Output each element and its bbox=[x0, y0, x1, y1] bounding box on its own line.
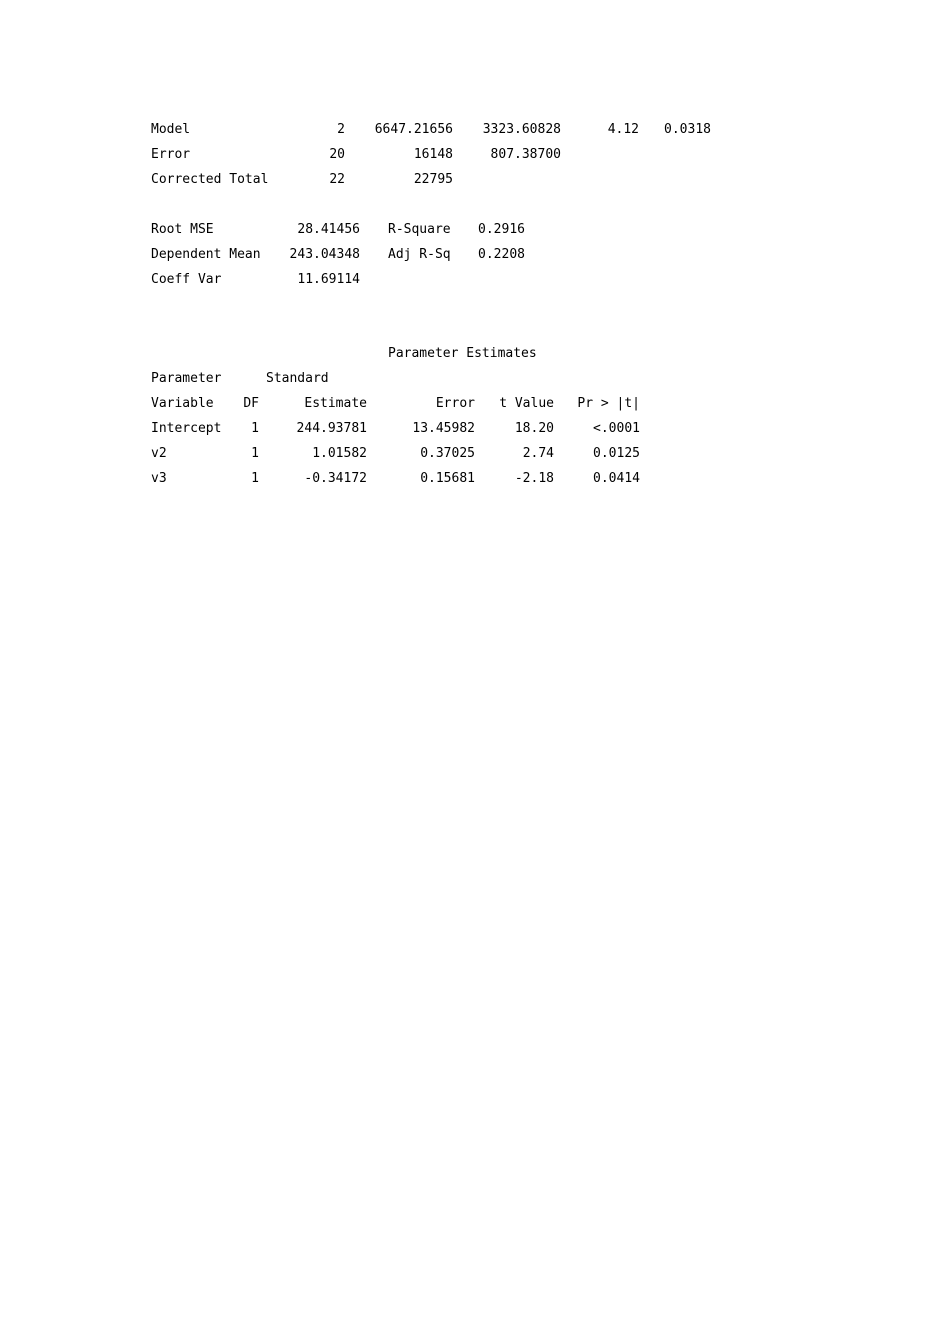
param-t-value: 18.20 bbox=[514, 421, 554, 436]
anova-ms: 3323.60828 bbox=[482, 122, 561, 137]
anova-ss: 22795 bbox=[413, 172, 453, 187]
param-variable: v2 bbox=[151, 446, 167, 461]
anova-df: 2 bbox=[337, 122, 345, 137]
coeff-var-value: 11.69114 bbox=[297, 272, 360, 287]
param-t-value: 2.74 bbox=[522, 446, 554, 461]
anova-p-value: 0.0318 bbox=[664, 122, 711, 137]
anova-ss: 16148 bbox=[413, 147, 453, 162]
adj-r-sq-value: 0.2208 bbox=[478, 247, 525, 262]
anova-df: 22 bbox=[329, 172, 345, 187]
coeff-var-label: Coeff Var bbox=[151, 272, 222, 287]
header-df: DF bbox=[243, 396, 259, 411]
param-t-value: -2.18 bbox=[514, 471, 554, 486]
param-df: 1 bbox=[251, 471, 259, 486]
param-pr-t: 0.0125 bbox=[593, 446, 640, 461]
r-square-value: 0.2916 bbox=[478, 222, 525, 237]
anova-ms: 807.38700 bbox=[490, 147, 561, 162]
anova-source: Model bbox=[151, 122, 191, 137]
param-error: 0.37025 bbox=[420, 446, 475, 461]
dependent-mean-label: Dependent Mean bbox=[151, 247, 261, 262]
param-pr-t: <.0001 bbox=[593, 421, 640, 436]
adj-r-sq-label: Adj R-Sq bbox=[388, 247, 451, 262]
header-error: Error bbox=[435, 396, 475, 411]
dependent-mean-value: 243.04348 bbox=[289, 247, 360, 262]
header-parameter: Parameter bbox=[151, 371, 222, 386]
header-variable: Variable bbox=[151, 396, 214, 411]
param-estimate: 1.01582 bbox=[312, 446, 367, 461]
anova-source: Corrected Total bbox=[151, 172, 269, 187]
root-mse-value: 28.41456 bbox=[297, 222, 360, 237]
param-variable: Intercept bbox=[151, 421, 222, 436]
anova-f-value: 4.12 bbox=[607, 122, 639, 137]
anova-ss: 6647.21656 bbox=[374, 122, 453, 137]
param-error: 13.45982 bbox=[412, 421, 475, 436]
root-mse-label: Root MSE bbox=[151, 222, 214, 237]
parameter-estimates-title: Parameter Estimates bbox=[388, 346, 537, 361]
param-variable: v3 bbox=[151, 471, 167, 486]
header-pr-t: Pr > |t| bbox=[577, 396, 640, 411]
r-square-label: R-Square bbox=[388, 222, 451, 237]
header-standard: Standard bbox=[266, 371, 329, 386]
param-df: 1 bbox=[251, 421, 259, 436]
param-df: 1 bbox=[251, 446, 259, 461]
header-estimate: Estimate bbox=[304, 396, 367, 411]
param-estimate: -0.34172 bbox=[304, 471, 367, 486]
param-pr-t: 0.0414 bbox=[593, 471, 640, 486]
param-error: 0.15681 bbox=[420, 471, 475, 486]
header-t-value: t Value bbox=[499, 396, 554, 411]
anova-source: Error bbox=[151, 147, 191, 162]
param-estimate: 244.93781 bbox=[296, 421, 367, 436]
anova-df: 20 bbox=[329, 147, 345, 162]
